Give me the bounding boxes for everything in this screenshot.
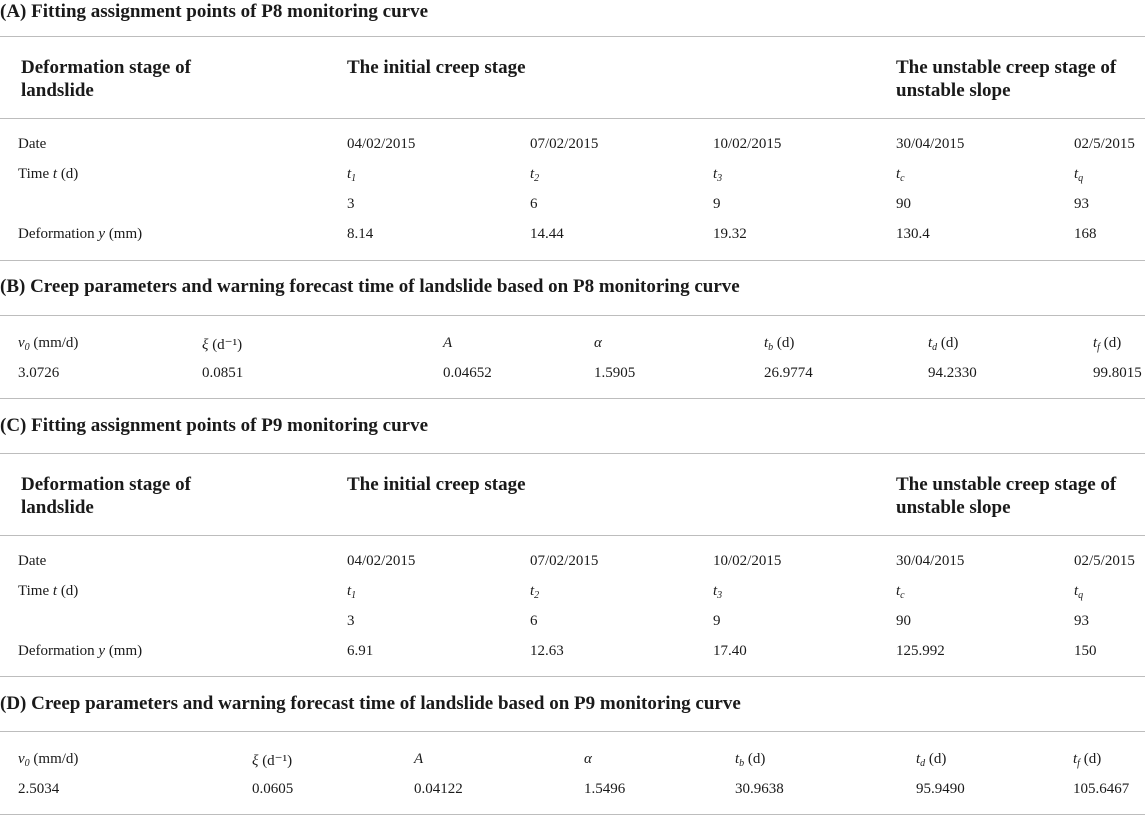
param-header: ξ (d⁻¹): [252, 753, 293, 769]
param-header: $t_b$ (d): [764, 335, 795, 353]
param-header: ξ (d⁻¹): [202, 337, 243, 353]
time-symbol: $t_3$: [713, 583, 723, 601]
date-cell: 10/02/2015: [713, 136, 782, 152]
header-unstable-creep: The unstable creep stage of unstable slope: [896, 57, 1117, 101]
divider: [0, 398, 1145, 399]
param-value: 2.5034: [18, 781, 60, 797]
deformation-value: 14.44: [530, 226, 564, 242]
param-header: α: [584, 751, 592, 767]
divider: [0, 453, 1145, 454]
time-symbol: $t_q$: [1074, 583, 1084, 601]
date-cell: 30/04/2015: [896, 553, 965, 569]
time-value: 93: [1074, 613, 1089, 629]
row-label-time: Time t (d): [18, 166, 79, 182]
time-symbol: $t_1$: [347, 583, 357, 601]
header-stage: Deformation stage of landslide: [21, 57, 191, 101]
param-header: α: [594, 335, 602, 351]
param-value: 94.2330: [928, 365, 977, 381]
time-value: 90: [896, 196, 911, 212]
param-value: 1.5496: [584, 781, 626, 797]
param-header: $t_d$ (d): [916, 751, 947, 769]
date-cell: 04/02/2015: [347, 553, 416, 569]
time-value: 6: [530, 613, 538, 629]
divider: [0, 260, 1145, 261]
deformation-value: 17.40: [713, 643, 747, 659]
time-value: 3: [347, 196, 355, 212]
divider: [0, 315, 1145, 316]
time-symbol: $t_c$: [896, 166, 905, 184]
date-cell: 04/02/2015: [347, 136, 416, 152]
header-unstable-creep: The unstable creep stage of unstable slope: [896, 474, 1117, 518]
deformation-value: 168: [1074, 226, 1097, 242]
param-header: $v_0$ (mm/d): [18, 751, 79, 769]
time-value: 9: [713, 196, 721, 212]
row-label-date: Date: [18, 553, 47, 569]
section-b-title: (B) Creep parameters and warning forecast time of landslide based on P8 monitoring curve: [0, 276, 740, 297]
date-cell: 07/02/2015: [530, 136, 599, 152]
param-header: $t_b$ (d): [735, 751, 766, 769]
header-initial-creep: The initial creep stage: [347, 57, 526, 78]
date-cell: 02/5/2015: [1074, 136, 1135, 152]
date-cell: 10/02/2015: [713, 553, 782, 569]
header-initial-creep: The initial creep stage: [347, 474, 526, 495]
row-label-deformation: Deformation y (mm): [18, 643, 143, 659]
row-label-deformation: Deformation y (mm): [18, 226, 143, 242]
param-header: $t_f$ (d): [1073, 751, 1102, 769]
time-value: 9: [713, 613, 721, 629]
date-cell: 07/02/2015: [530, 553, 599, 569]
section-a-title: (A) Fitting assignment points of P8 monitoring curve: [0, 1, 429, 22]
divider: [0, 535, 1145, 536]
time-symbol: $t_c$: [896, 583, 905, 601]
date-cell: 30/04/2015: [896, 136, 965, 152]
param-value: 95.9490: [916, 781, 965, 797]
time-value: 90: [896, 613, 911, 629]
header-stage: Deformation stage of landslide: [21, 474, 191, 518]
deformation-value: 6.91: [347, 643, 374, 659]
date-cell: 02/5/2015: [1074, 553, 1135, 569]
param-value: 0.04122: [414, 781, 463, 797]
time-value: 93: [1074, 196, 1089, 212]
divider: [0, 118, 1145, 119]
divider: [0, 814, 1145, 815]
time-value: 3: [347, 613, 355, 629]
deformation-value: 130.4: [896, 226, 930, 242]
param-value: 99.8015: [1093, 365, 1142, 381]
divider: [0, 731, 1145, 732]
section-c-title: (C) Fitting assignment points of P9 monitoring curve: [0, 415, 429, 436]
param-value: 0.04652: [443, 365, 492, 381]
deformation-value: 150: [1074, 643, 1097, 659]
param-value: 105.6467: [1073, 781, 1130, 797]
divider: [0, 36, 1145, 37]
deformation-value: 125.992: [896, 643, 945, 659]
deformation-value: 12.63: [530, 643, 564, 659]
param-value: 1.5905: [594, 365, 636, 381]
section-d-title: (D) Creep parameters and warning forecast time of landslide based on P9 monitoring curve: [0, 693, 741, 714]
time-symbol: $t_1$: [347, 166, 357, 184]
row-label-time: Time t (d): [18, 583, 79, 599]
time-value: 6: [530, 196, 538, 212]
param-value: 0.0605: [252, 781, 294, 797]
param-value: 3.0726: [18, 365, 60, 381]
param-header: A: [443, 335, 453, 351]
deformation-value: 8.14: [347, 226, 374, 242]
param-value: 0.0851: [202, 365, 244, 381]
row-label-date: Date: [18, 136, 47, 152]
time-symbol: $t_2$: [530, 583, 540, 601]
divider: [0, 676, 1145, 677]
param-header: $v_0$ (mm/d): [18, 335, 79, 353]
param-value: 26.9774: [764, 365, 813, 381]
time-symbol: $t_3$: [713, 166, 723, 184]
param-header: $t_d$ (d): [928, 335, 959, 353]
time-symbol: $t_q$: [1074, 166, 1084, 184]
param-header: A: [414, 751, 424, 767]
deformation-value: 19.32: [713, 226, 747, 242]
time-symbol: $t_2$: [530, 166, 540, 184]
param-value: 30.9638: [735, 781, 784, 797]
param-header: $t_f$ (d): [1093, 335, 1122, 353]
